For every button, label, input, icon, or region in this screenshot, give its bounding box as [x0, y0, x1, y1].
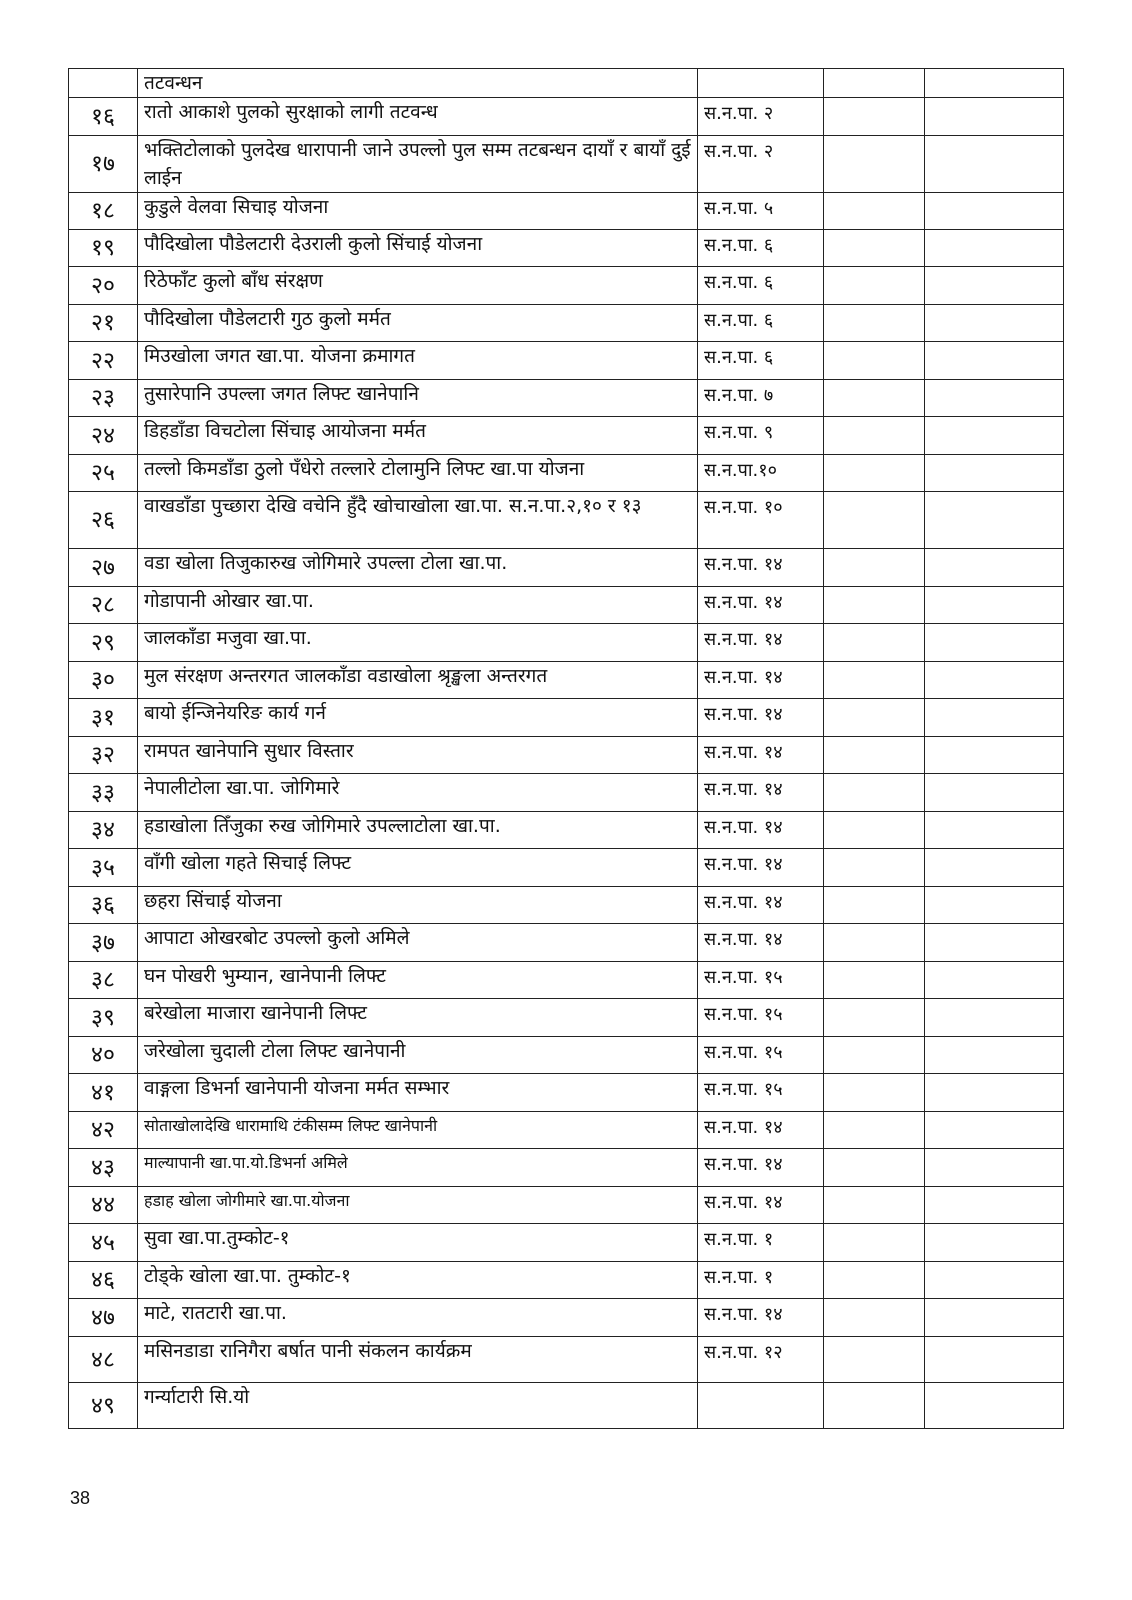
row-empty-cell: [824, 549, 925, 587]
table-row: [69, 924, 1064, 962]
row-empty-cell: [925, 1262, 1064, 1299]
row-project-name: बरेखोला माजारा खानेपानी लिफ्ट: [138, 999, 698, 1037]
row-serial-number: १८: [69, 193, 138, 230]
row-empty-cell: [925, 549, 1064, 587]
table-row: [69, 69, 1064, 98]
row-empty-cell: [824, 1299, 925, 1337]
table-row: [69, 1187, 1064, 1224]
row-empty-cell: [925, 267, 1064, 305]
row-empty-cell: [824, 193, 925, 230]
table-row: [69, 549, 1064, 587]
row-project-name: सोताखोलादेखि धारामाथि टंकीसम्म लिफ्ट खानेपानी: [138, 1112, 698, 1149]
row-empty-cell: [925, 417, 1064, 455]
row-empty-cell: [824, 1262, 925, 1299]
row-serial-number: ४३: [69, 1149, 138, 1187]
row-empty-cell: [824, 417, 925, 455]
row-serial-number: ४६: [69, 1262, 138, 1299]
row-location: स.न.पा. १५: [698, 1074, 824, 1112]
table-row: [69, 230, 1064, 267]
row-location: स.न.पा. १४: [698, 849, 824, 887]
table-row: [69, 662, 1064, 699]
row-location: स.न.पा. १५: [698, 1037, 824, 1074]
row-location: स.न.पा. ७: [698, 380, 824, 417]
row-location: स.न.पा. ६: [698, 305, 824, 342]
row-location: स.न.पा. १५: [698, 999, 824, 1037]
row-empty-cell: [824, 887, 925, 924]
row-serial-number: ३६: [69, 887, 138, 924]
row-empty-cell: [824, 624, 925, 662]
row-empty-cell: [925, 136, 1064, 193]
row-empty-cell: [824, 774, 925, 812]
row-location: स.न.पा. १४: [698, 1112, 824, 1149]
row-project-name: गर्न्याटारी सि.यो: [138, 1383, 698, 1429]
table-row: [69, 1112, 1064, 1149]
row-project-name: जरेखोला चुदाली टोला लिफ्ट खानेपानी: [138, 1037, 698, 1074]
row-location: स.न.पा. १४: [698, 887, 824, 924]
row-location: स.न.पा. १४: [698, 662, 824, 699]
row-empty-cell: [824, 662, 925, 699]
row-empty-cell: [925, 699, 1064, 737]
row-empty-cell: [824, 98, 925, 136]
table-row: [69, 455, 1064, 492]
row-empty-cell: [824, 962, 925, 999]
row-serial-number: २६: [69, 492, 138, 549]
projects-table: [68, 68, 1064, 1429]
row-empty-cell: [925, 342, 1064, 380]
row-location: स.न.पा. ६: [698, 342, 824, 380]
row-location: स.न.पा. ५: [698, 193, 824, 230]
row-serial-number: २१: [69, 305, 138, 342]
table-row: [69, 342, 1064, 380]
row-empty-cell: [824, 699, 925, 737]
table-row: [69, 267, 1064, 305]
row-serial-number: ३१: [69, 699, 138, 737]
row-empty-cell: [824, 136, 925, 193]
row-serial-number: ३८: [69, 962, 138, 999]
row-project-name: छहरा सिंचाई योजना: [138, 887, 698, 924]
row-empty-cell: [925, 587, 1064, 624]
row-project-name: गोडापानी ओखार खा.पा.: [138, 587, 698, 624]
row-project-name: हडाखोला तिँजुका रुख जोगिमारे उपल्लाटोला खा.पा.: [138, 812, 698, 849]
row-serial-number: ४२: [69, 1112, 138, 1149]
table-row: [69, 380, 1064, 417]
row-empty-cell: [925, 380, 1064, 417]
row-empty-cell: [925, 305, 1064, 342]
row-serial-number: ४०: [69, 1037, 138, 1074]
row-location: स.न.पा. १५: [698, 962, 824, 999]
row-project-name: मुल संरक्षण अन्तरगत जालकाँडा वडाखोला श्रृङ्खला अन्तरगत: [138, 662, 698, 699]
row-empty-cell: [925, 98, 1064, 136]
row-serial-number: [69, 69, 138, 98]
row-empty-cell: [925, 774, 1064, 812]
row-empty-cell: [925, 849, 1064, 887]
row-empty-cell: [925, 924, 1064, 962]
table-row: [69, 887, 1064, 924]
row-location: स.न.पा. १४: [698, 812, 824, 849]
projects-table-body: [69, 69, 1064, 1429]
table-row: [69, 999, 1064, 1037]
row-location: स.न.पा. १४: [698, 549, 824, 587]
row-location: स.न.पा.१०: [698, 455, 824, 492]
row-empty-cell: [925, 1149, 1064, 1187]
row-empty-cell: [824, 342, 925, 380]
row-empty-cell: [925, 737, 1064, 774]
row-project-name: मसिनडाडा रानिगैरा बर्षात पानी संकलन कार्यक्रम: [138, 1337, 698, 1383]
row-serial-number: १६: [69, 98, 138, 136]
row-location: स.न.पा. २: [698, 136, 824, 193]
row-project-name: कुडुले वेलवा सिचाइ योजना: [138, 193, 698, 230]
row-project-name: रातो आकाशे पुलको सुरक्षाको लागी तटवन्ध: [138, 98, 698, 136]
row-serial-number: ३४: [69, 812, 138, 849]
row-location: स.न.पा. १४: [698, 1299, 824, 1337]
table-row: [69, 774, 1064, 812]
row-empty-cell: [824, 1149, 925, 1187]
row-empty-cell: [824, 1337, 925, 1383]
row-serial-number: ३७: [69, 924, 138, 962]
row-serial-number: २८: [69, 587, 138, 624]
row-serial-number: ४८: [69, 1337, 138, 1383]
row-empty-cell: [925, 1074, 1064, 1112]
row-serial-number: १९: [69, 230, 138, 267]
row-empty-cell: [925, 492, 1064, 549]
row-empty-cell: [925, 812, 1064, 849]
table-row: [69, 1337, 1064, 1383]
row-empty-cell: [925, 962, 1064, 999]
table-row: [69, 849, 1064, 887]
row-project-name: वाखडाँडा पुच्छारा देखि वचेनि हुँदै खोचाखोला खा.पा. स.न.पा.२,१० र १३: [138, 492, 698, 549]
row-serial-number: ३२: [69, 737, 138, 774]
row-serial-number: ३९: [69, 999, 138, 1037]
table-row: [69, 699, 1064, 737]
row-project-name: आपाटा ओखरबोट उपल्लो कुलो अमिले: [138, 924, 698, 962]
row-location: स.न.पा. १४: [698, 1187, 824, 1224]
row-project-name: जालकाँडा मजुवा खा.पा.: [138, 624, 698, 662]
row-empty-cell: [925, 1383, 1064, 1429]
row-serial-number: ३३: [69, 774, 138, 812]
row-serial-number: ४७: [69, 1299, 138, 1337]
row-project-name: नेपालीटोला खा.पा. जोगिमारे: [138, 774, 698, 812]
page-number: 38: [70, 1488, 91, 1508]
row-project-name: बायो ईन्जिनेयरिङ कार्य गर्न: [138, 699, 698, 737]
table-row: [69, 305, 1064, 342]
row-project-name: रामपत खानेपानि सुधार विस्तार: [138, 737, 698, 774]
row-location: स.न.पा. ९: [698, 417, 824, 455]
table-row: [69, 962, 1064, 999]
row-location: स.न.पा. १४: [698, 924, 824, 962]
row-project-name: तटवन्धन: [138, 69, 698, 98]
row-location: स.न.पा. १: [698, 1262, 824, 1299]
row-project-name: टोड्के खोला खा.पा. तुम्कोट-१: [138, 1262, 698, 1299]
row-empty-cell: [824, 1074, 925, 1112]
row-project-name: तुसारेपानि उपल्ला जगत लिफ्ट खानेपानि: [138, 380, 698, 417]
row-serial-number: २७: [69, 549, 138, 587]
table-row: [69, 1224, 1064, 1262]
row-location: स.न.पा. १४: [698, 774, 824, 812]
table-row: [69, 587, 1064, 624]
row-project-name: वाङ्गला डिभर्ना खानेपानी योजना मर्मत सम्भार: [138, 1074, 698, 1112]
table-row: [69, 1383, 1064, 1429]
row-location: स.न.पा. १४: [698, 737, 824, 774]
row-project-name: मिउखोला जगत खा.पा. योजना क्रमागत: [138, 342, 698, 380]
table-row: [69, 1149, 1064, 1187]
row-empty-cell: [925, 1337, 1064, 1383]
row-serial-number: ३५: [69, 849, 138, 887]
row-empty-cell: [925, 1037, 1064, 1074]
row-serial-number: १७: [69, 136, 138, 193]
row-empty-cell: [925, 1112, 1064, 1149]
table-row: [69, 492, 1064, 549]
row-empty-cell: [925, 455, 1064, 492]
row-location: स.न.पा. २: [698, 98, 824, 136]
row-empty-cell: [925, 193, 1064, 230]
row-location: स.न.पा. १४: [698, 587, 824, 624]
row-serial-number: ४५: [69, 1224, 138, 1262]
row-serial-number: २०: [69, 267, 138, 305]
row-project-name: घन पोखरी भुम्यान, खानेपानी लिफ्ट: [138, 962, 698, 999]
table-row: [69, 624, 1064, 662]
row-project-name: रिठेफाँट कुलो बाँध संरक्षण: [138, 267, 698, 305]
table-row: [69, 1037, 1064, 1074]
row-empty-cell: [925, 1187, 1064, 1224]
row-location: स.न.पा. १: [698, 1224, 824, 1262]
row-empty-cell: [925, 662, 1064, 699]
row-empty-cell: [925, 1224, 1064, 1262]
row-empty-cell: [824, 849, 925, 887]
row-serial-number: ३०: [69, 662, 138, 699]
row-empty-cell: [824, 812, 925, 849]
row-empty-cell: [925, 999, 1064, 1037]
row-location: स.न.पा. ६: [698, 267, 824, 305]
row-project-name: वडा खोला तिजुकारुख जोगिमारे उपल्ला टोला खा.पा.: [138, 549, 698, 587]
row-empty-cell: [824, 455, 925, 492]
table-row: [69, 1074, 1064, 1112]
row-empty-cell: [824, 737, 925, 774]
row-empty-cell: [824, 1187, 925, 1224]
row-empty-cell: [824, 1037, 925, 1074]
row-empty-cell: [824, 1224, 925, 1262]
row-project-name: हडाह खोला जोगीमारे खा.पा.योजना: [138, 1187, 698, 1224]
row-project-name: डिहडाँडा विचटोला सिंचाइ आयोजना मर्मत: [138, 417, 698, 455]
row-location: [698, 1383, 824, 1429]
row-location: [698, 69, 824, 98]
row-empty-cell: [925, 1299, 1064, 1337]
row-project-name: माल्यापानी खा.पा.यो.डिभर्ना अमिले: [138, 1149, 698, 1187]
row-empty-cell: [824, 999, 925, 1037]
row-location: स.न.पा. १२: [698, 1337, 824, 1383]
row-location: स.न.पा. १४: [698, 699, 824, 737]
row-empty-cell: [824, 1383, 925, 1429]
table-row: [69, 1299, 1064, 1337]
table-row: [69, 98, 1064, 136]
row-project-name: भक्तिटोलाको पुलदेख धारापानी जाने उपल्लो पुल सम्म तटबन्धन दायाँ र बायाँ दुई लाईन: [138, 136, 698, 193]
row-project-name: माटे, रातटारी खा.पा.: [138, 1299, 698, 1337]
row-project-name: वाँगी खोला गहते सिचाई लिफ्ट: [138, 849, 698, 887]
row-location: स.न.पा. १०: [698, 492, 824, 549]
row-empty-cell: [824, 1112, 925, 1149]
row-project-name: तल्लो किमडाँडा ठुलो पँधेरो तल्लारे टोलामुनि लिफ्ट खा.पा योजना: [138, 455, 698, 492]
row-location: स.न.पा. ६: [698, 230, 824, 267]
row-empty-cell: [824, 267, 925, 305]
row-location: स.न.पा. १४: [698, 1149, 824, 1187]
row-serial-number: ४९: [69, 1383, 138, 1429]
table-row: [69, 1262, 1064, 1299]
row-serial-number: २९: [69, 624, 138, 662]
row-empty-cell: [925, 230, 1064, 267]
row-serial-number: ४१: [69, 1074, 138, 1112]
row-serial-number: २४: [69, 417, 138, 455]
row-empty-cell: [925, 624, 1064, 662]
row-serial-number: ४४: [69, 1187, 138, 1224]
row-empty-cell: [824, 492, 925, 549]
row-empty-cell: [925, 887, 1064, 924]
row-project-name: पौदिखोला पौडेलटारी गुठ कुलो मर्मत: [138, 305, 698, 342]
row-empty-cell: [824, 380, 925, 417]
row-project-name: सुवा खा.पा.तुम्कोट-१: [138, 1224, 698, 1262]
table-row: [69, 737, 1064, 774]
row-empty-cell: [824, 230, 925, 267]
table-row: [69, 193, 1064, 230]
row-empty-cell: [824, 924, 925, 962]
row-empty-cell: [824, 305, 925, 342]
table-row: [69, 812, 1064, 849]
row-serial-number: २५: [69, 455, 138, 492]
row-project-name: पौदिखोला पौडेलटारी देउराली कुलो सिंचाई योजना: [138, 230, 698, 267]
row-serial-number: २३: [69, 380, 138, 417]
row-serial-number: २२: [69, 342, 138, 380]
row-empty-cell: [925, 69, 1064, 98]
table-row: [69, 417, 1064, 455]
table-row: [69, 136, 1064, 193]
row-location: स.न.पा. १४: [698, 624, 824, 662]
row-empty-cell: [824, 587, 925, 624]
row-empty-cell: [824, 69, 925, 98]
